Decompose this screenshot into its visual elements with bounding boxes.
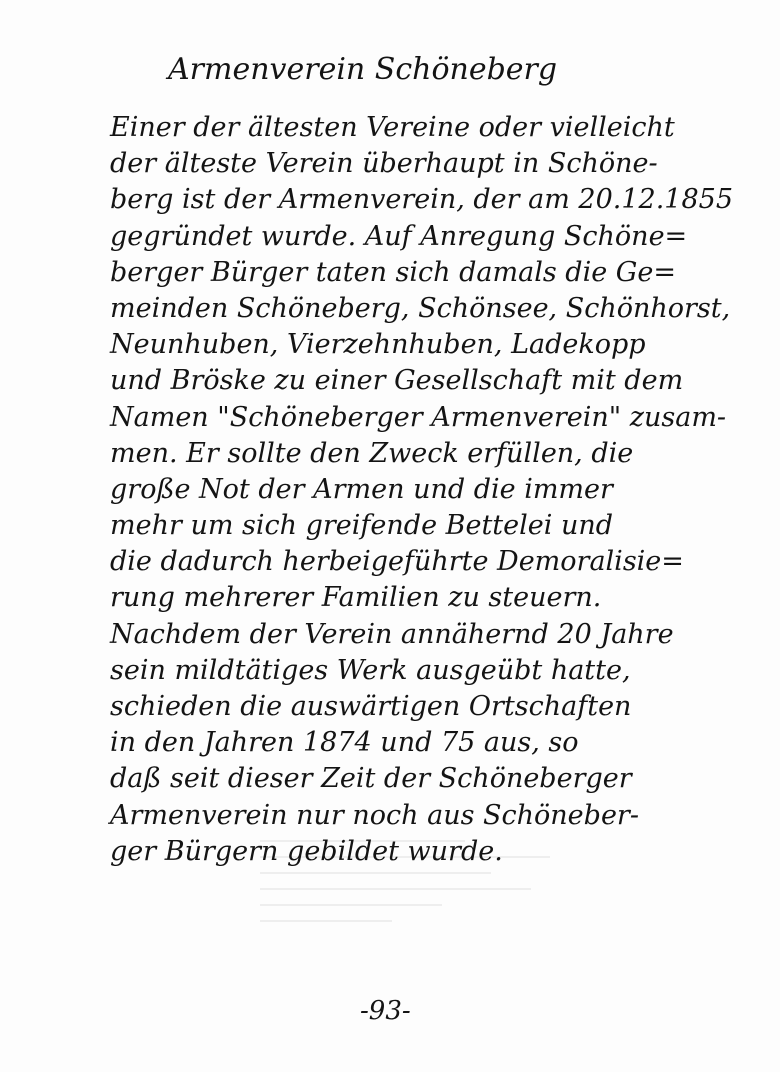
text-line: men. Er sollte den Zweck erfüllen, die — [110, 437, 634, 469]
text-line: große Not der Armen und die immer — [110, 473, 613, 505]
text-line: daß seit dieser Zeit der Schöneberger — [110, 763, 632, 795]
text-line: der älteste Verein überhaupt in Schöne- — [110, 148, 658, 180]
handwritten-body — [110, 110, 770, 870]
text-line: die dadurch herbeigeführte Demoralisie= — [110, 546, 684, 578]
text-line: gegründet wurde. Auf Anregung Schöne= — [110, 220, 688, 252]
page-title: Armenverein Schöneberg — [168, 52, 558, 87]
text-line: Einer der ältesten Vereine oder vielleicht — [110, 112, 675, 143]
text-line: schieden die auswärtigen Ortschaften — [110, 691, 632, 722]
text-line: ger Bürgern gebildet wurde. — [110, 835, 503, 867]
text-line: und Bröske zu einer Gesellschaft mit dem — [110, 365, 684, 397]
text-line: in den Jahren 1874 und 75 aus, so — [110, 727, 579, 759]
text-line: Namen "Schöneberger Armenverein" zusam- — [110, 401, 727, 433]
text-line: Neunhuben, Vierzehnhuben, Ladekopp — [110, 329, 646, 361]
text-line: berg ist der Armenverein, der am 20.12.1855 — [110, 184, 734, 216]
text-line: berger Bürger taten sich damals die Ge= — [110, 256, 676, 288]
text-line: Nachdem der Verein annähernd 20 Jahre — [110, 618, 674, 650]
text-line: mehr um sich greifende Bettelei und — [110, 510, 614, 542]
page-number: -93- — [360, 996, 411, 1026]
text-line: rung mehrerer Familien zu steuern. — [110, 582, 602, 614]
text-line: sein mildtätiges Werk ausgeübt hatte, — [110, 654, 631, 686]
text-line: Armenverein nur noch aus Schöneber- — [110, 799, 639, 831]
text-line: meinden Schöneberg, Schönsee, Schönhorst, — [110, 292, 731, 324]
